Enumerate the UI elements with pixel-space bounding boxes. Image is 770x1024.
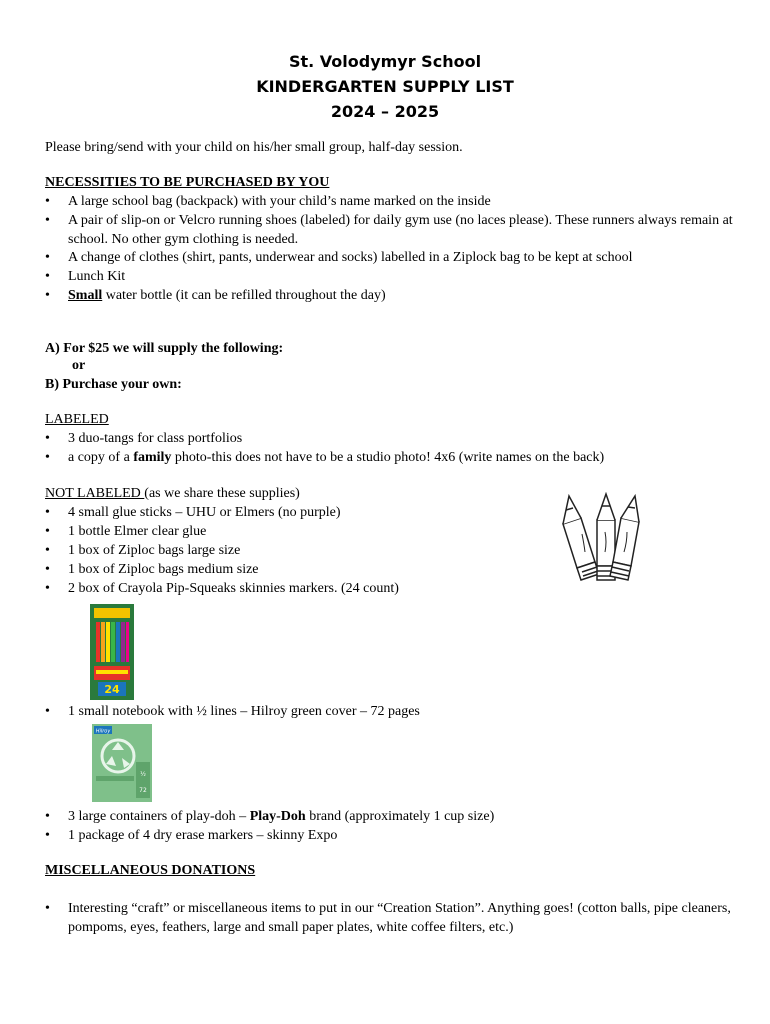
bullet: • [45,828,50,843]
school-name: St. Volodymyr School [288,52,482,71]
notebook-ruling: ½ [140,771,146,778]
list-item: Lunch Kit [68,269,126,284]
list-item: A change of clothes (shirt, pants, underwear and socks) labelled in a Ziplock bag to be kept at school [68,250,633,265]
bullet: • [45,450,50,465]
bullet: • [45,524,50,539]
misc-heading: MISCELLANEOUS DONATIONS [45,863,256,878]
notebook-brand: Hilroy [95,728,111,735]
crayola-marker-box-image [90,604,134,700]
bullet: • [45,901,50,916]
water-bottle-emphasis: Small [68,288,103,303]
bullet: • [45,269,50,284]
marker-count: 24 [104,683,120,696]
school-year: 2024 – 2025 [330,102,440,121]
list-item: 1 box of Ziploc bags large size [68,543,241,558]
bullet: • [45,250,50,265]
not-labeled-note: (as we share these supplies) [144,486,300,501]
list-item: 3 duo-tangs for class portfolios [68,431,243,446]
list-item: 1 small notebook with ½ lines – Hilroy green cover – 72 pages [68,704,420,719]
pencils-illustration [555,492,655,587]
list-item: 1 bottle Elmer clear glue [68,524,207,539]
list-item: A large school bag (backpack) with your child’s name marked on the inside [68,194,491,209]
necessities-heading: NECESSITIES TO BE PURCHASED BY YOU [45,175,330,190]
option-or: or [72,358,86,373]
bullet: • [45,431,50,446]
bullet: • [45,194,50,209]
not-labeled-heading [45,485,300,503]
option-a: A) For $25 we will supply the following: [45,341,284,356]
playdoh-emphasis: Play-Doh [249,809,306,824]
list-item-playdoh [68,808,738,827]
labeled-heading: LABELED [45,412,109,427]
notebook-pages: 72 [139,787,147,794]
list-item: 2 box of Crayola Pip-Squeaks skinnies markers. (24 count) [68,581,399,596]
bullet: • [45,543,50,558]
family-emphasis: family [133,450,172,465]
list-item: 1 box of Ziploc bags medium size [68,562,259,577]
intro-text: Please bring/send with your child on his/her small group, half-day session. [45,140,463,155]
not-labeled-title: NOT LABELED [45,486,145,501]
hilroy-notebook-image [92,724,152,802]
text: 3 large containers of play-doh – [68,809,250,824]
bullet: • [45,505,50,520]
bullet: • [45,581,50,596]
bullet: • [45,809,50,824]
bullet: • [45,288,50,303]
list-item: 1 package of 4 dry erase markers – skinny Expo [68,828,338,843]
text: photo-this does not have to be a studio photo! 4x6 (write names on the back) [171,450,605,465]
bullet: • [45,213,50,228]
list-item-family-photo [68,449,738,468]
option-b: B) Purchase your own: [45,377,182,392]
list-item-water-bottle [68,287,738,306]
list-item: A pair of slip-on or Velcro running shoes (labeled) for daily gym use (no laces please). These runners always remain at school. No other gym clothing is needed. [68,213,733,247]
bullet: • [45,562,50,577]
text: a copy of a [68,450,134,465]
list-title: KINDERGARTEN SUPPLY LIST [256,77,514,96]
bullet: • [45,704,50,719]
list-item: Interesting “craft” or miscellaneous items to put in our “Creation Station”. Anything goes! (cotton balls, pipe cleaners, pompoms, eyes, feathers, large and small paper plates, white coffee filters, etc.) [68,901,731,935]
text: brand (approximately 1 cup size) [305,809,495,824]
list-item: 4 small glue sticks – UHU or Elmers (no purple) [68,505,341,520]
water-bottle-text: water bottle (it can be refilled throughout the day) [102,288,386,303]
